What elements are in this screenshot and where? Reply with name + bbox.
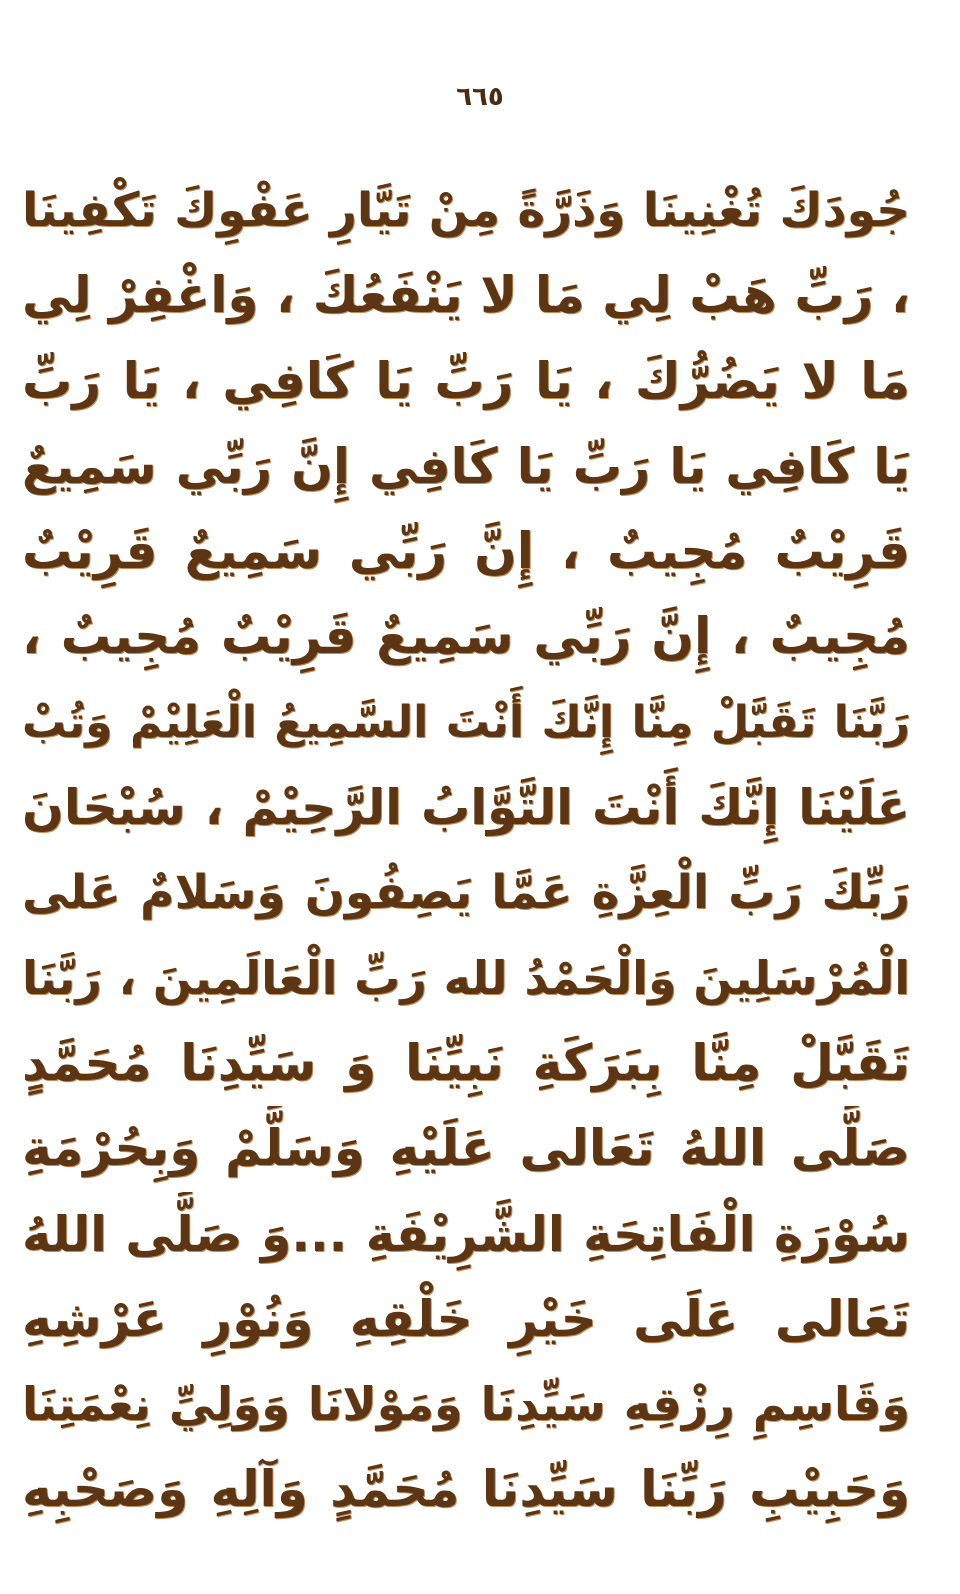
text-line-2: ، رَبِّ هَبْ لِي مَا لا يَنْفَعُكَ ، وَاغْفِرْ لِي	[22, 266, 910, 325]
text-line-6: مُجِيبٌ ، إِنَّ رَبِّي سَمِيعٌ قَرِيْبٌ مُجِيبٌ ،	[22, 607, 910, 666]
arabic-text-block	[22, 168, 910, 1533]
text-line-7: رَبَّنَا تَقَبَّلْ مِنَّا إِنَّكَ أَنْتَ السَّمِيعُ الْعَلِيْمْ وَتُبْ	[22, 696, 910, 748]
text-line-16: وَحَبِيْبِ رَبِّنَا سَيِّدِنَا مُحَمَّدٍ وَآلِهِ وَصَحْبِهِ	[22, 1460, 910, 1519]
text-line-8: عَلَيْنَا إِنَّكَ أَنْتَ التَّوَّابُ الرَّحِيْمْ ، سُبْحَانَ	[22, 779, 910, 837]
page-number: ٦٦٥	[456, 82, 504, 112]
text-line-12: صَلَّى اللهُ تَعَالى عَلَيْهِ وَسَلَّمْ وَبِحُرْمَةِ	[22, 1119, 910, 1178]
text-line-5: قَرِيْبٌ مُجِيبٌ ، إِنَّ رَبِّي سَمِيعٌ قَرِيْبٌ	[22, 522, 910, 581]
text-line-11: تَقَبَّلْ مِنَّا بِبَرَكَةِ نَبِيِّنَا وَ سَيِّدِنَا مُحَمَّدٍ	[22, 1033, 910, 1092]
text-line-14: تَعَالى عَلَى خَيْرِ خَلْقِهِ وَنُوْرِ عَرْشِهِ	[22, 1289, 910, 1348]
text-line-4: يَا كَافِي يَا رَبِّ يَا كَافِي إِنَّ رَبِّي سَمِيعٌ	[22, 437, 910, 495]
text-line-10: الْمُرْسَلِينَ وَالْحَمْدُ لله رَبِّ الْعَالَمِينَ ، رَبَّنَا	[22, 950, 910, 1005]
text-line-9: رَبِّكَ رَبِّ الْعِزَّةِ عَمَّا يَصِفُونَ وَسَلامٌ عَلى	[22, 865, 910, 921]
text-line-1: جُودَكَ تُغْنِينَا وَذَرَّةً مِنْ تَيَّارِ عَفْوِكَ تَكْفِينَا	[22, 183, 910, 238]
text-line-3: مَا لا يَضُرُّكَ ، يَا رَبِّ يَا كَافِي ، يَا رَبِّ	[22, 351, 910, 410]
text-line-15: وَقَاسِمِ رِزْقِهِ سَيِّدِنَا وَمَوْلانَا وَوَلِيِّ نِعْمَتِنَا	[22, 1377, 910, 1432]
text-line-13: سُوْرَةِ الْفَاتِحَةِ الشَّرِيْفَةِ ...وَ صَلَّى اللهُ	[22, 1205, 910, 1263]
